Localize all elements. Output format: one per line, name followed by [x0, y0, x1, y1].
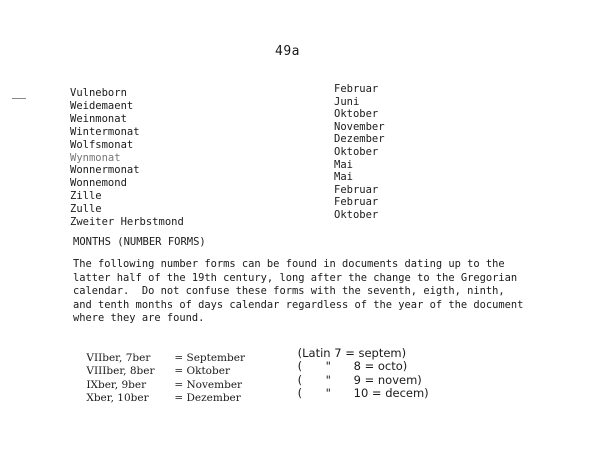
latin-open: (Latin [297, 345, 331, 360]
paragraph-line: and tenth months of days calendar regardless of the year of the document [73, 298, 524, 311]
modern-name: November [334, 120, 385, 133]
page-number: 49a [275, 44, 300, 59]
german-name: Zulle [70, 203, 102, 216]
german-month-names [70, 87, 184, 229]
modern-name: Dezember [334, 133, 385, 146]
latin-expr: 10 = decem) [353, 386, 429, 400]
modern-name: Juni [334, 95, 360, 108]
latin-forms-table [283, 333, 429, 400]
body-paragraph [73, 258, 533, 326]
section-heading: MONTHS (NUMBER FORMS) [73, 236, 206, 248]
paragraph-line: latter half of the 19th century, long after the change to the Gregorian [73, 271, 518, 284]
german-name: Zille [70, 190, 102, 203]
latin-open: ( [297, 372, 303, 387]
paragraph-line: The following number forms can be found in documents dating up to the [73, 258, 505, 270]
german-name: Wonnermonat [70, 164, 140, 177]
modern-name: Oktober [334, 208, 379, 221]
latin-form-row [283, 333, 429, 360]
ditto-mark: " [325, 386, 331, 400]
paragraph-line: calendar. Do not confuse these forms with the seventh, eigth, ninth, [73, 285, 505, 297]
ditto-mark: " [325, 359, 331, 373]
latin-expr: 8 = octo) [353, 359, 408, 373]
number-form-abbr: Xber, 10ber [86, 392, 149, 404]
number-form-month: = November [174, 378, 243, 391]
modern-month-names [334, 83, 385, 222]
latin-expr: 9 = novem) [353, 372, 422, 387]
number-forms-table [73, 338, 245, 404]
ditto-mark: " [325, 372, 331, 387]
modern-name: Oktober [334, 145, 379, 158]
number-form-month: = September [174, 351, 245, 364]
latin-expr: 7 = septem) [334, 345, 407, 360]
german-name: Weidemaent [70, 99, 134, 112]
german-name: Zweiter Herbstmond [70, 216, 184, 229]
latin-open: ( [297, 386, 303, 400]
german-name: Weinmonat [70, 112, 127, 125]
modern-name: Oktober [334, 108, 379, 121]
modern-name: Mai [334, 158, 353, 171]
modern-name: Februar [334, 196, 379, 209]
modern-name: Februar [334, 83, 379, 95]
number-form-month: = Oktober [174, 365, 230, 377]
modern-name: Mai [334, 171, 353, 184]
german-name: Vulneborn [70, 87, 127, 99]
margin-mark [12, 98, 26, 99]
german-name: Wynmonat [70, 151, 121, 164]
german-name: Wonnemond [70, 177, 127, 190]
german-name: Wintermonat [70, 125, 140, 138]
number-form-month: = Dezember [174, 392, 241, 404]
number-form-abbr: VIIIber, 8ber [86, 365, 155, 377]
modern-name: Februar [334, 183, 379, 196]
number-form-abbr: VIIber, 7ber [86, 351, 151, 364]
number-form-abbr: IXber, 9ber [86, 378, 147, 391]
latin-open: ( [297, 359, 303, 373]
german-name: Wolfsmonat [70, 138, 134, 151]
number-form-row [73, 338, 245, 364]
paragraph-line: where they are found. [73, 312, 205, 324]
